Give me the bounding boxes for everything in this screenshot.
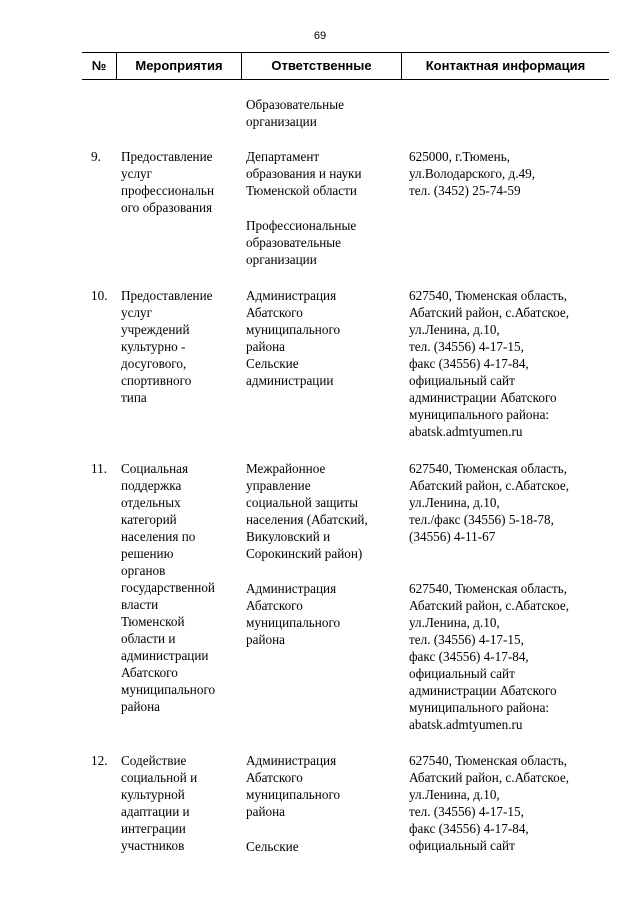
- row-11-responsible-2: Администрация Абатского муниципального района: [246, 581, 341, 647]
- row-10-responsible: Администрация Абатского муниципального района Сельские администрации: [246, 288, 341, 388]
- row-9-number: 9.: [91, 149, 101, 164]
- row-11-contacts-2: 627540, Тюменская область, Абатский район, с.Абатское, ул.Ленина, д.10, тел. (34556) 4-17-15, факс (34556) 4-17-84, официальный сайт администрации Абатского муниципального района: abatsk.admtyumen.ru: [409, 581, 570, 732]
- header-events: Мероприятия: [116, 53, 241, 79]
- row-10-event: Предоставление услуг учреждений культурно - досугового, спортивного типа: [121, 288, 213, 405]
- row-9-responsible-1: Департамент образования и науки Тюменской области: [246, 149, 362, 198]
- row-12-contacts: 627540, Тюменская область, Абатский район, с.Абатское, ул.Ленина, д.10, тел. (34556) 4-17-15, факс (34556) 4-17-84, официальный сайт: [409, 753, 570, 853]
- row-12-responsible-1: Администрация Абатского муниципального района: [246, 753, 341, 819]
- header-number: №: [91, 58, 107, 73]
- page-number: 69: [313, 30, 327, 42]
- row-9-responsible-2: Профессиональные образовательные организации: [246, 218, 357, 267]
- continuation-responsible: Образовательные организации: [246, 97, 344, 129]
- row-9-contacts: 625000, г.Тюмень, ул.Володарского, д.49, тел. (3452) 25-74-59: [409, 149, 536, 198]
- row-12-event: Содействие социальной и культурной адаптации и интеграции участников: [121, 753, 198, 853]
- row-12-number: 12.: [91, 753, 108, 768]
- row-10-number: 10.: [91, 288, 108, 303]
- row-11-contacts-1: 627540, Тюменская область, Абатский район, с.Абатское, ул.Ленина, д.10, тел./факс (34556) 5-18-78, (34556) 4-11-67: [409, 461, 570, 544]
- row-9-event: Предоставление услуг профессиональн ого образования: [121, 149, 215, 215]
- row-11-number: 11.: [91, 461, 107, 476]
- row-11-event: Социальная поддержка отдельных категорий населения по решению органов государственной власти Тюменской области и администрации Абатского муниципального района: [121, 461, 216, 714]
- row-12-responsible-2: Сельские: [246, 839, 299, 854]
- row-10-contacts: 627540, Тюменская область, Абатский район, с.Абатское, ул.Ленина, д.10, тел. (34556) 4-17-15, факс (34556) 4-17-84, официальный сайт администрации Абатского муниципального района: abatsk.admtyumen.ru: [409, 288, 570, 439]
- header-contacts: Контактная информация: [401, 53, 609, 79]
- row-11-responsible-1: Межрайонное управление социальной защиты населения (Абатский, Викуловский и Сорокинский район): [246, 461, 368, 561]
- header-responsible: Ответственные: [241, 53, 401, 79]
- table-header: [82, 52, 609, 80]
